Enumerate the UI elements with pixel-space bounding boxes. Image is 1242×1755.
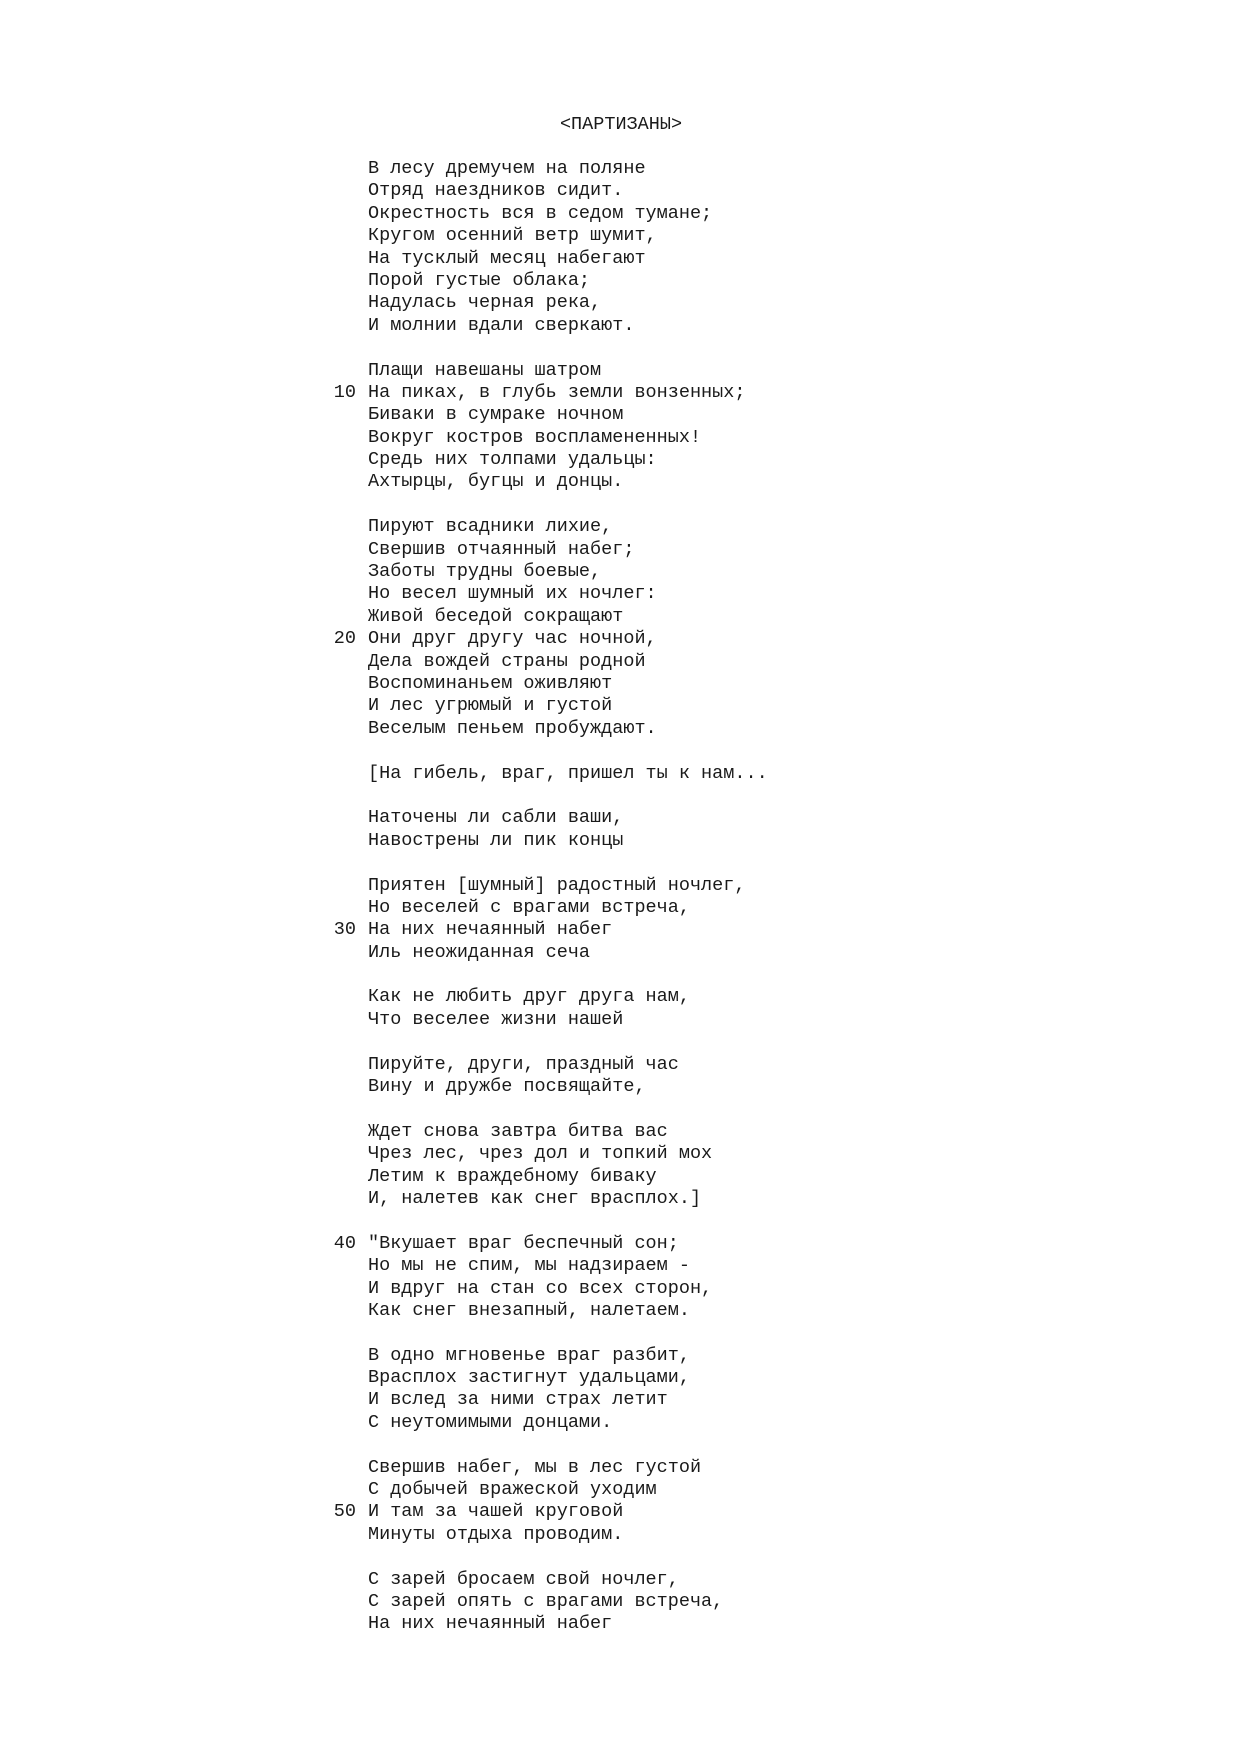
line-text: Но весел шумный их ночлег: bbox=[368, 583, 657, 605]
stanza bbox=[368, 1345, 768, 1435]
poem-line bbox=[368, 1389, 768, 1411]
poem-line bbox=[368, 471, 768, 493]
line-text: Пируйте, други, праздный час bbox=[368, 1053, 679, 1075]
line-text: И вслед за ними страх летит bbox=[368, 1389, 668, 1411]
poem-line bbox=[368, 1367, 768, 1389]
line-text: Приятен [шумный] радостный ночлег, bbox=[368, 874, 746, 896]
poem-line bbox=[368, 158, 768, 180]
line-text: Заботы трудны боевые, bbox=[368, 561, 602, 583]
line-text: Свершив отчаянный набег; bbox=[368, 538, 635, 560]
line-text: Биваки в сумраке ночном bbox=[368, 404, 624, 426]
stanza bbox=[333, 516, 768, 740]
poem-line bbox=[368, 427, 768, 449]
poem-line bbox=[368, 203, 768, 225]
poem-line bbox=[333, 381, 768, 404]
poem-line bbox=[368, 1121, 768, 1143]
line-text: Чрез лес, чрез дол и топкий мох bbox=[368, 1143, 713, 1165]
poem-line bbox=[368, 830, 768, 852]
poem-line bbox=[333, 1501, 768, 1523]
line-text: Вокруг костров воспламененных! bbox=[368, 426, 702, 448]
line-text: Летим к враждебному биваку bbox=[368, 1165, 657, 1187]
stanza bbox=[333, 1232, 768, 1323]
line-text: В лесу дремучем на поляне bbox=[368, 158, 646, 179]
line-text: На пиках, в глубь земли вонзенных; bbox=[368, 381, 746, 403]
line-text: Что веселее жизни нашей bbox=[368, 1008, 624, 1030]
line-text: Порой густые облака; bbox=[368, 269, 591, 291]
line-text: Как не любить друг друга нам, bbox=[368, 986, 690, 1008]
line-text: В одно мгновенье враг разбит, bbox=[368, 1344, 690, 1366]
line-text: И там за чашей круговой bbox=[368, 1501, 624, 1523]
line-number: 50 bbox=[333, 1501, 356, 1523]
poem-line bbox=[333, 1232, 768, 1255]
line-text: И молнии вдали сверкают. bbox=[368, 314, 635, 336]
line-text: И лес угрюмый и густой bbox=[368, 695, 613, 717]
poem-line bbox=[368, 695, 768, 717]
line-number: 30 bbox=[333, 919, 356, 941]
line-text: Пируют всадники лихие, bbox=[368, 516, 613, 538]
poem-line bbox=[368, 1613, 768, 1635]
line-text: На них нечаянный набег bbox=[368, 919, 613, 941]
line-number: 40 bbox=[333, 1232, 356, 1254]
poem-line bbox=[333, 628, 768, 650]
line-text: Плащи навешаны шатром bbox=[368, 359, 602, 381]
poem-line bbox=[368, 180, 768, 202]
poem-line bbox=[368, 449, 768, 471]
poem-line bbox=[368, 539, 768, 561]
line-text: С зарей бросаем свой ночлег, bbox=[368, 1568, 679, 1590]
poem-line bbox=[368, 1300, 768, 1322]
line-text: Воспоминаньем оживляют bbox=[368, 672, 613, 694]
line-text: С неутомимыми донцами. bbox=[368, 1411, 613, 1433]
stanza bbox=[368, 763, 768, 785]
poem-line bbox=[368, 606, 768, 628]
poem-line bbox=[368, 1591, 768, 1613]
stanza bbox=[333, 359, 768, 494]
line-text: Навострены ли пик концы bbox=[368, 829, 624, 851]
line-text: Наточены ли сабли ваши, bbox=[368, 807, 624, 829]
line-text: Кругом осенний ветр шумит, bbox=[368, 225, 657, 247]
line-text: И, налетев как снег врасплох.] bbox=[368, 1187, 702, 1209]
poem-line bbox=[368, 248, 768, 270]
line-text: Но мы не спим, мы надзираем - bbox=[368, 1255, 690, 1277]
poem-line bbox=[368, 1479, 768, 1501]
poem-line bbox=[368, 807, 768, 829]
line-text: Отряд наездников сидит. bbox=[368, 180, 624, 202]
line-text: Минуты отдыха проводим. bbox=[368, 1523, 624, 1545]
line-text: Окрестность вся в седом тумане; bbox=[368, 202, 713, 224]
poem-line bbox=[368, 225, 768, 247]
poem-line bbox=[368, 1412, 768, 1434]
poem-line bbox=[368, 651, 768, 673]
line-text: Ждет снова завтра битва вас bbox=[368, 1120, 668, 1142]
line-text: Иль неожиданная сеча bbox=[368, 941, 591, 963]
line-text: Средь них толпами удальцы: bbox=[368, 449, 657, 471]
poem-line bbox=[368, 1188, 768, 1210]
line-text: И вдруг на стан со всех сторон, bbox=[368, 1277, 713, 1299]
poem-line bbox=[368, 942, 768, 964]
poem-line bbox=[368, 360, 768, 382]
line-text: Живой беседой сокращают bbox=[368, 605, 624, 627]
line-text: Дела вождей страны родной bbox=[368, 650, 646, 672]
line-text: Вину и дружбе посвящайте, bbox=[368, 1076, 646, 1098]
stanza bbox=[368, 1054, 768, 1099]
poem-line bbox=[368, 1569, 768, 1591]
poem-line bbox=[368, 897, 768, 919]
poem-title: <ПАРТИЗАНЫ> bbox=[559, 114, 683, 135]
poem-body bbox=[333, 158, 768, 1658]
line-text: Но веселей с врагами встреча, bbox=[368, 896, 690, 918]
line-text: Веселым пеньем пробуждают. bbox=[368, 717, 657, 739]
poem-line bbox=[368, 875, 768, 897]
line-text: Свершив набег, мы в лес густой bbox=[368, 1456, 702, 1478]
line-text: Надулась черная река, bbox=[368, 292, 602, 314]
poem-line bbox=[368, 516, 768, 538]
poem-line bbox=[368, 1524, 768, 1546]
poem-line bbox=[368, 1345, 768, 1367]
stanza bbox=[333, 1456, 768, 1547]
poem-line bbox=[368, 404, 768, 426]
poem-line bbox=[368, 1143, 768, 1165]
line-text: Как снег внезапный, налетаем. bbox=[368, 1299, 690, 1321]
poem-line bbox=[368, 561, 768, 583]
poem-line bbox=[368, 270, 768, 292]
poem-line bbox=[368, 718, 768, 740]
line-text: Врасплох застигнут удальцами, bbox=[368, 1367, 690, 1389]
line-text: На тусклый месяц набегают bbox=[368, 247, 646, 269]
line-text: [На гибель, враг, пришел ты к нам... bbox=[368, 762, 768, 784]
poem-line bbox=[333, 919, 768, 941]
poem-line bbox=[368, 1054, 768, 1076]
line-text: С добычей вражеской уходим bbox=[368, 1479, 657, 1501]
poem-line bbox=[368, 315, 768, 337]
poem-line bbox=[368, 986, 768, 1008]
poem-line bbox=[368, 1076, 768, 1098]
stanza bbox=[368, 1121, 768, 1211]
line-number: 20 bbox=[333, 628, 356, 650]
stanza bbox=[368, 1569, 768, 1636]
line-text: Ахтырцы, бугцы и донцы. bbox=[368, 471, 624, 493]
stanza bbox=[333, 874, 768, 965]
line-number: 10 bbox=[333, 381, 356, 403]
poem-line bbox=[368, 673, 768, 695]
poem-line bbox=[368, 1166, 768, 1188]
poem-line bbox=[368, 1278, 768, 1300]
stanza bbox=[368, 158, 768, 337]
poem-line bbox=[368, 1457, 768, 1479]
line-text: "Вкушает враг беспечный сон; bbox=[368, 1232, 679, 1254]
line-text: С зарей опять с врагами встреча, bbox=[368, 1591, 724, 1612]
stanza bbox=[368, 986, 768, 1031]
poem-line bbox=[368, 292, 768, 314]
poem-line bbox=[368, 763, 768, 785]
line-text: На них нечаянный набег bbox=[368, 1613, 613, 1635]
line-text: Они друг другу час ночной, bbox=[368, 628, 657, 650]
poem-line bbox=[368, 583, 768, 605]
stanza bbox=[368, 807, 768, 852]
poem-line bbox=[368, 1009, 768, 1031]
poem-line bbox=[368, 1255, 768, 1277]
